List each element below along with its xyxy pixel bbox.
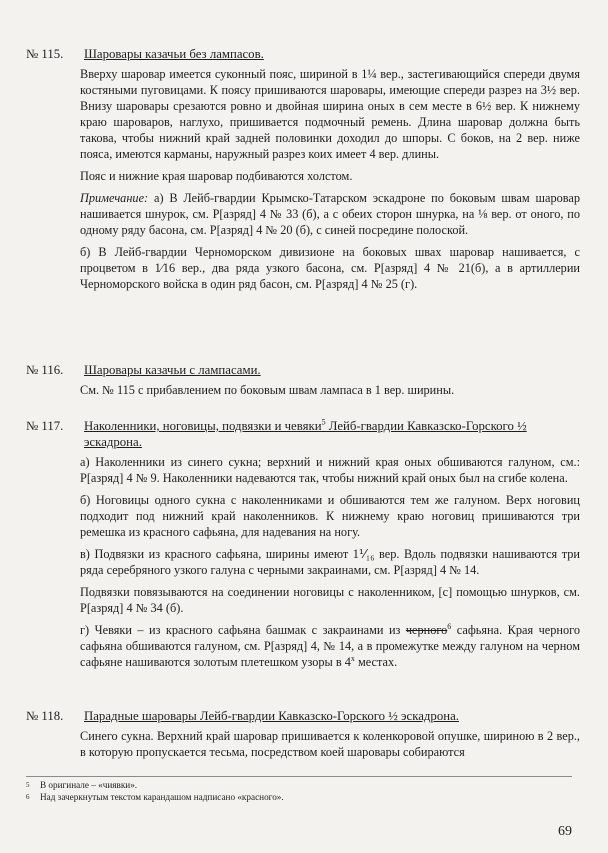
superscript: х (350, 653, 355, 663)
footnote (26, 780, 137, 791)
footnote (26, 792, 284, 803)
text-part: местах. (354, 655, 398, 669)
entry-title: Парадные шаровары Лейб-гвардии Кавказско-Горского ½ эскадрона. (84, 709, 459, 723)
entry-title (84, 418, 580, 450)
page-number: 69 (558, 824, 572, 839)
entry-118 (26, 708, 580, 760)
note-label: Примечание: (80, 191, 149, 205)
title-part: Лейб-гвардии Кавказско-Горского ½ эскадрона. (84, 419, 527, 449)
entry-115 (26, 46, 580, 292)
paragraph: Синего сукна. Верхний край шаровар пришивается к коленкоровой опушке, шириною в 2 вер., в которую пропускается тесьма, посредством коей шаровары собираются (80, 729, 580, 759)
paragraph (80, 622, 580, 670)
entry-number: № 117. (26, 419, 64, 433)
footnote-ref: 5 (321, 417, 326, 427)
paragraph: См. № 115 с прибавлением по боковым швам лампаса в 1 вер. ширины. (80, 383, 455, 397)
struck-word: черного (405, 623, 448, 637)
entry-number: № 116. (26, 363, 64, 377)
paragraph: а) Наколенники из синего сукна; верхний и нижний края оных обшиваются галуном, см.: Р[азряд] 4 № 9. Наколенники надеваются так, чтобы нижний край оных был на сгибе колена. (80, 455, 580, 485)
entry-116 (26, 362, 580, 398)
paragraph: Пояс и нижние края шаровар подбиваются холстом. (80, 169, 353, 183)
entry-title: Шаровары казачьи без лампасов. (84, 47, 264, 61)
text-part: сафьяна. Края черного сафьяна обшиваются галуном, см. Р[азряд] 4, № 14, а в промежутке между галуном на черном сафьяне нашиваются золотым плетешком узоры в 4 (80, 623, 580, 669)
paragraph: в) Подвязки из красного сафьяна, ширины имеют 1⅟₁₆ вер. Вдоль подвязки нашиваются три ряда серебряного узкого галуна с черными закраинами, см. Р[азряд] 4 № 14. (80, 547, 580, 577)
footnote-mark: 6 (26, 793, 30, 801)
paragraph: б) В Лейб-гвардии Черноморском дивизионе на боковых швах шаровар нашивается, с процветом в 1⁄16 вер., два ряда узкого басона, см. Р[азряд] 4 № 21(б), а в артиллерии Черноморского войска в один ряд басон, см. Р[азряд] 4 № 25 (г). (80, 245, 580, 291)
entry-number: № 115. (26, 47, 64, 61)
entry-117 (26, 418, 580, 670)
paragraph: б) Ноговицы одного сукна с наколенниками и обшиваются тем же галуном. Верх ноговиц подходит под нижний край наколенников. К нижнему краю ноговиц пришиваются три ремешка из красного сафьяна, для надевания на ногу. (80, 493, 580, 539)
footnote-text: Над зачеркнутым текстом карандашом надписано «красного». (40, 792, 284, 802)
entry-number: № 118. (26, 709, 64, 723)
paragraph: Подвязки повязываются на соединении ноговицы с наколенником, [с] помощью шнурков, см. Р[азряд] 4 № 34 (б). (80, 585, 580, 615)
footnote-text: В оригинале – «чиявки». (40, 780, 138, 790)
entry-title: Шаровары казачьи с лампасами. (84, 363, 261, 377)
footnote-ref: 6 (447, 621, 452, 631)
footnote-separator (26, 776, 572, 777)
title-part: Наколенники, ноговицы, подвязки и чевяки (84, 419, 322, 433)
paragraph: Вверху шаровар имеется суконный пояс, шириной в 1¼ вер., застегивающийся спереди двумя костяными пуговицами. К поясу пришиваются шаровары, имеющие спереди разрез на 3½ вер. Внизу шаровары срезаются ровно и двойная ширина оных в сем месте в 6½ вер. К нижнему краю шароваров, наглухо, пришивается подмочный ремень. Длина шаровар должна быть такова, чтобы нижний край задней половинки доходил до шпоры. С боков, на 2 вер. ниже пояса, имеются карманы, наружный разрез коих имеет 4 вер. длины. (80, 67, 580, 161)
footnote-mark: 5 (26, 781, 30, 789)
text-part: г) Чевяки – из красного сафьяна башмак с закраинами из (80, 623, 406, 637)
note-text: а) В Лейб-гвардии Крымско-Татарском эскадроне по боковым швам шаровар нашивается шнурок, см. Р[азряд] 4 № 33 (б), а с обеих сторон шнурка, на ⅛ вер. от оного, по одному ряду басона, см. Р[азряд] 4 № 20 (б), с синей посредине полоской. (80, 191, 580, 237)
paragraph-note (80, 190, 580, 238)
